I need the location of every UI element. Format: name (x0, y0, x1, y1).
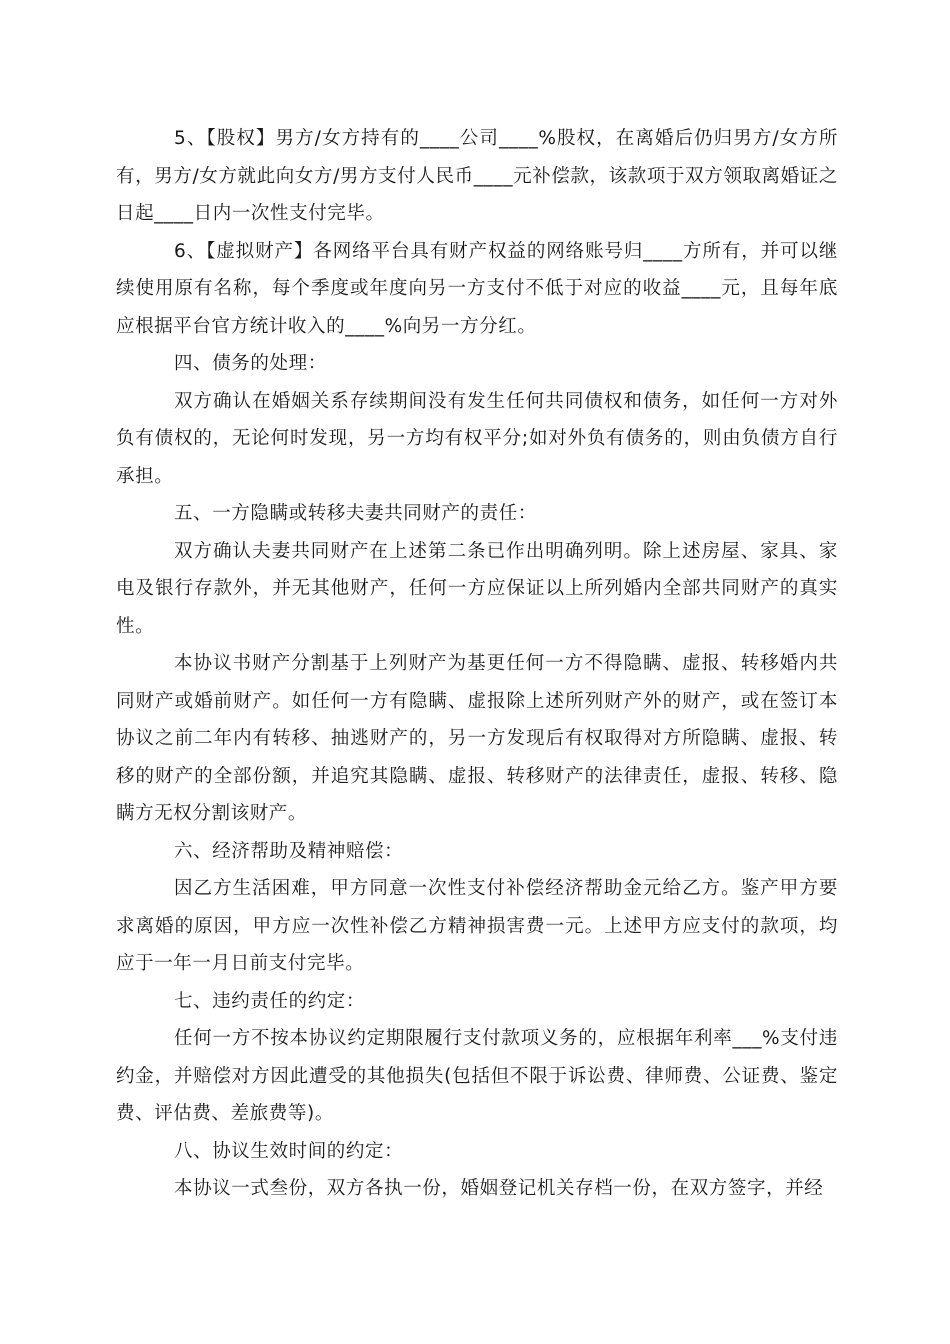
clause-equity: 5、【股权】男方/女方持有的____公司____%股权，在离婚后仍归男方/女方所有，男方/女方就此向女方/男方支付人民币____元补偿款，该款项于双方领取离婚证之日起____日内一次性支付完毕。 (116, 128, 838, 224)
section-7-body: 任何一方不按本协议约定期限履行支付款项义务的，应根据年利率___%支付违约金，并赔偿对方因此遭受的其他损失(包括但不限于诉讼费、律师费、公证费、鉴定费、评估费、差旅费等)。 (116, 1028, 838, 1124)
section-7-heading: 七、违约责任的约定： (174, 990, 366, 1012)
document-body (116, 120, 838, 1208)
section-5-heading: 五、一方隐瞒或转移夫妻共同财产的责任： (174, 503, 537, 524)
section-5-body-2: 本协议书财产分割基于上列财产为基更任何一方不得隐瞒、虚报、转移婚内共同财产或婚前财产。如任何一方有隐瞒、虚报除上述所列财产外的财产，或在签订本协议之前二年内有转移、抽逃财产的，另一方发现后有权取得对方所隐瞒、虚报、转移的财产的全部份额，并追究其隐瞒、虚报、转移财产的法律责任，虚报、转移、隐瞒方无权分割该财产。 (116, 653, 838, 824)
section-4-body: 双方确认在婚姻关系存续期间没有发生任何共同债权和债务，如任何一方对外负有债权的，无论何时发现，另一方均有权平分;如对外负有债务的，则由负债方自行承担。 (116, 390, 838, 487)
section-6-heading: 六、经济帮助及精神赔偿： (174, 840, 404, 862)
section-6-body: 因乙方生活困难，甲方同意一次性支付补偿经济帮助金元给乙方。鉴产甲方要求离婚的原因，甲方应一次性补偿乙方精神损害费一元。上述甲方应支付的款项，均应于一年一月日前支付完毕。 (116, 878, 838, 974)
section-4-heading: 四、债务的处理： (174, 353, 327, 374)
section-8-heading: 八、协议生效时间的约定： (174, 1140, 404, 1162)
clause-virtual-property: 6、【虚拟财产】各网络平台具有财产权益的网络账号归____方所有，并可以继续使用原有名称，每个季度或年度向另一方支付不低于对应的收益____元，且每年底应根据平台官方统计收入的____%向另一方分红。 (116, 240, 838, 337)
section-5-body-1: 双方确认夫妻共同财产在上述第二条已作出明确列明。除上述房屋、家具、家电及银行存款外，并无其他财产，任何一方应保证以上所列婚内全部共同财产的真实性。 (116, 540, 838, 637)
section-8-body: 本协议一式叁份，双方各执一份，婚姻登记机关存档一份，在双方签字，并经 (174, 1178, 824, 1199)
